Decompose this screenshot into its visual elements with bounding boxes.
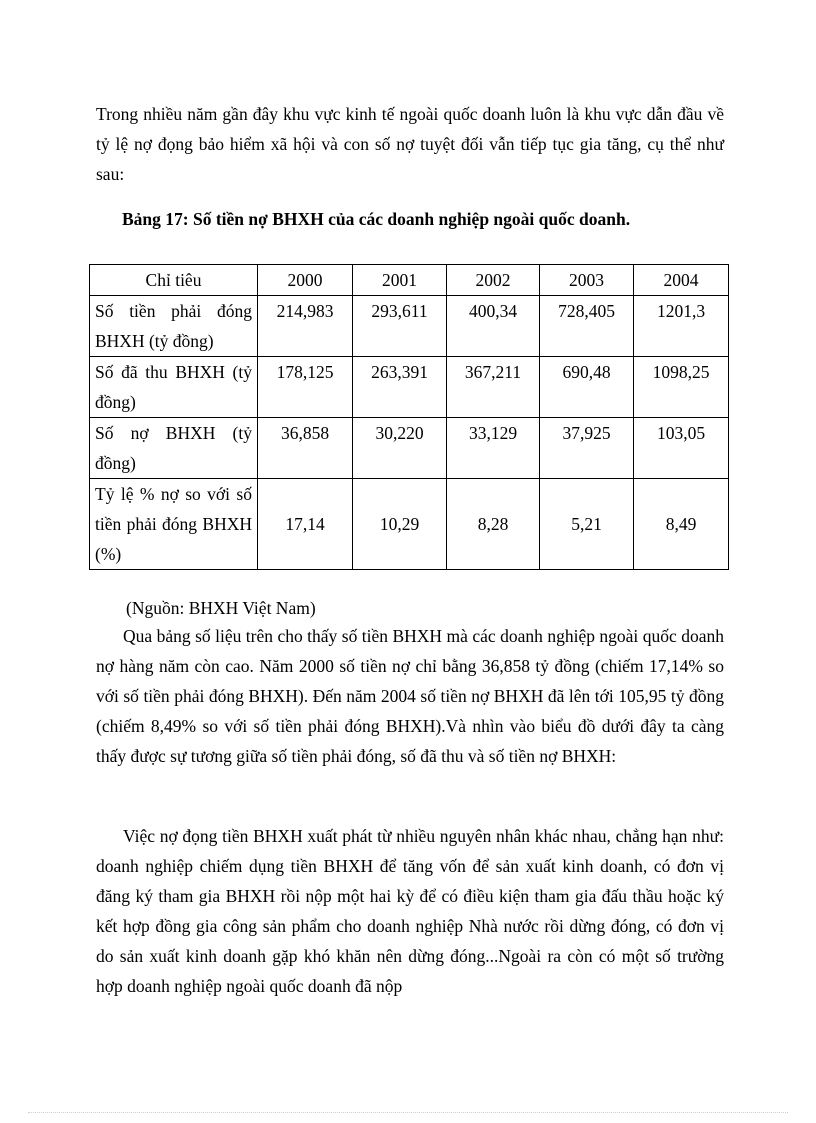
debt-table <box>89 264 729 570</box>
row-label-debt-ratio: Tỷ lệ % nợ so với số tiền phải đóng BHXH (%) <box>90 479 258 570</box>
header-indicator: Chỉ tiêu <box>90 265 258 296</box>
header-year-2004: 2004 <box>634 265 729 296</box>
table-cell: 263,391 <box>353 357 447 418</box>
table-cell: 37,925 <box>540 418 634 479</box>
table-cell: 1098,25 <box>634 357 729 418</box>
table-cell: 8,28 <box>447 479 540 570</box>
table-cell: 103,05 <box>634 418 729 479</box>
table-cell: 400,34 <box>447 296 540 357</box>
header-year-2003: 2003 <box>540 265 634 296</box>
table-row <box>90 418 729 479</box>
table-cell: 5,21 <box>540 479 634 570</box>
table-row <box>90 357 729 418</box>
table-source: (Nguồn: BHXH Việt Nam) <box>126 598 316 618</box>
table-row <box>90 479 729 570</box>
row-label-collected: Số đã thu BHXH (tỷ đồng) <box>90 357 258 418</box>
causes-paragraph: Việc nợ đọng tiền BHXH xuất phát từ nhiều nguyên nhân khác nhau, chẳng hạn như: doanh nghiệp chiếm dụng tiền BHXH để tăng vốn để sản xuất kinh doanh, có đơn vị đăng ký tham gia BHXH rồi nộp một hai kỳ để có điều kiện tham gia đấu thầu hoặc ký kết hợp đồng gia công sản phẩm cho doanh nghiệp Nhà nước rồi dừng đóng, có đơn vị do sản xuất kinh doanh gặp khó khăn nên dừng đóng...Ngoài ra còn có một số trường hợp doanh nghiệp ngoài quốc doanh đã nộp <box>96 826 724 996</box>
table-row <box>90 296 729 357</box>
table-cell: 214,983 <box>258 296 353 357</box>
table-cell: 30,220 <box>353 418 447 479</box>
table-cell: 36,858 <box>258 418 353 479</box>
intro-paragraph: Trong nhiều năm gần đây khu vực kinh tế ngoài quốc doanh luôn là khu vực dẫn đầu về tỷ lệ nợ đọng bảo hiểm xã hội và con số nợ tuyệt đối vẫn tiếp tục gia tăng, cụ thể như sau: <box>96 104 724 184</box>
table-cell: 728,405 <box>540 296 634 357</box>
table-cell: 690,48 <box>540 357 634 418</box>
row-label-payable: Số tiền phải đóng BHXH (tỷ đồng) <box>90 296 258 357</box>
row-label-debt: Số nợ BHXH (tỷ đồng) <box>90 418 258 479</box>
table-cell: 33,129 <box>447 418 540 479</box>
table-caption: Bảng 17: Số tiền nợ BHXH của các doanh nghiệp ngoài quốc doanh. <box>122 209 631 229</box>
header-year-2001: 2001 <box>353 265 447 296</box>
table-header-row <box>90 265 729 296</box>
table-cell: 10,29 <box>353 479 447 570</box>
table-cell: 178,125 <box>258 357 353 418</box>
page-bottom-divider <box>28 1112 788 1113</box>
table-cell: 367,211 <box>447 357 540 418</box>
table-cell: 1201,3 <box>634 296 729 357</box>
table-cell: 293,611 <box>353 296 447 357</box>
header-year-2000: 2000 <box>258 265 353 296</box>
table-cell: 8,49 <box>634 479 729 570</box>
table-cell: 17,14 <box>258 479 353 570</box>
analysis-paragraph: Qua bảng số liệu trên cho thấy số tiền BHXH mà các doanh nghiệp ngoài quốc doanh nợ hàng năm còn cao. Năm 2000 số tiền nợ chỉ bằng 36,858 tỷ đồng (chiếm 17,14% so với số tiền phải đóng BHXH). Đến năm 2004 số tiền nợ BHXH đã lên tới 105,95 tỷ đồng (chiếm 8,49% so với số tiền phải đóng BHXH).Và nhìn vào biểu đồ dưới đây ta càng thấy được sự tương giữa số tiền phải đóng, số đã thu và số tiền nợ BHXH: <box>96 626 724 766</box>
header-year-2002: 2002 <box>447 265 540 296</box>
